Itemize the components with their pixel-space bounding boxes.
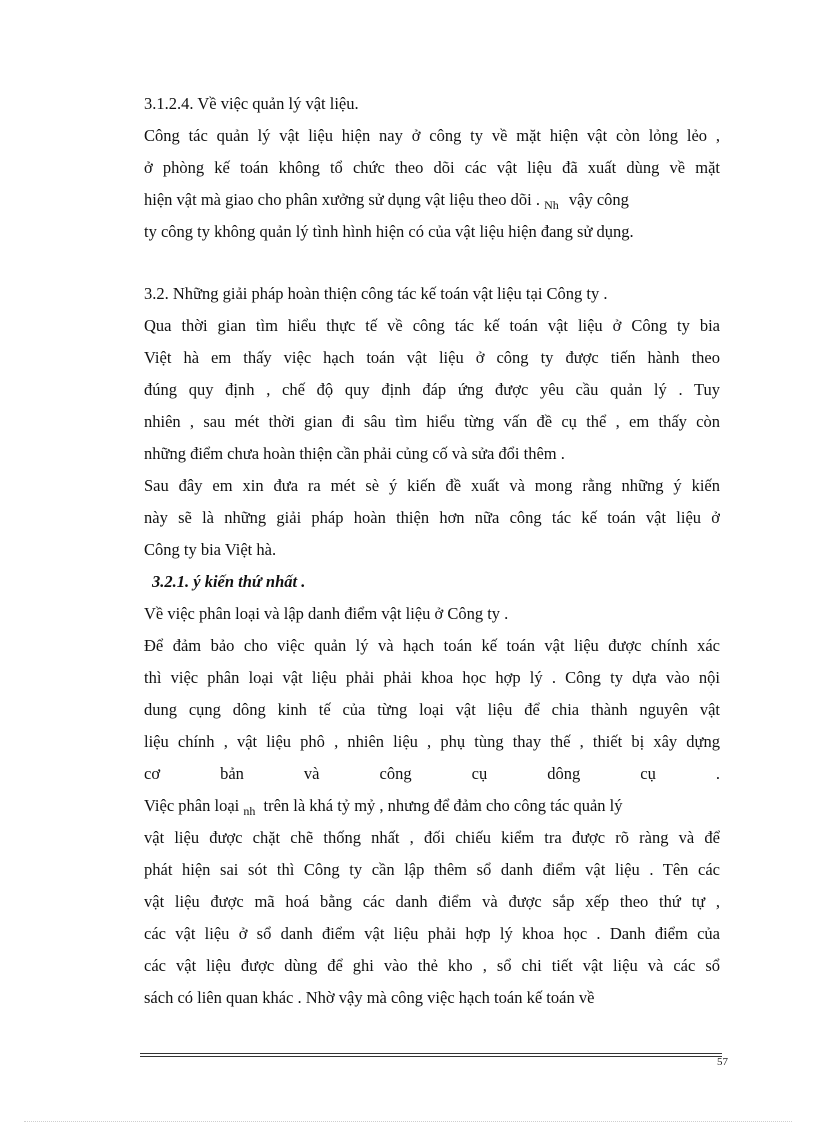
paragraph-line: ở phòng kế toán không tổ chức theo dõi các vật liệu đã xuất dùng về mặt bbox=[144, 158, 720, 177]
paragraph-line: cơ bản và công cụ dông cụ . bbox=[144, 764, 720, 783]
footer-rule-bottom bbox=[140, 1056, 722, 1057]
section-heading: 3.2. Những giải pháp hoàn thiện công tác kế toán vật liệu tại Công ty . bbox=[144, 284, 608, 303]
paragraph-line: những điểm chưa hoàn thiện cần phải củng cố và sửa đổi thêm . bbox=[144, 444, 565, 463]
footer-rule-top bbox=[140, 1053, 722, 1054]
page-edge-dots bbox=[24, 1121, 792, 1122]
paragraph-line: vật liệu được chặt chẽ thống nhất , đối chiếu kiểm tra được rõ ràng và để bbox=[144, 828, 720, 847]
line-text: trên là khá tỷ mỷ , nhưng để đảm cho công tác quản lý bbox=[263, 796, 623, 815]
paragraph-line: nhiên , sau mét thời gian đi sâu tìm hiểu từng vấn đề cụ thể , em thấy còn bbox=[144, 412, 720, 431]
paragraph-line: Về việc phân loại và lập danh điểm vật liệu ở Công ty . bbox=[144, 604, 509, 623]
paragraph-line: Công ty bia Việt hà. bbox=[144, 540, 277, 559]
section-3-1-2-4 bbox=[144, 88, 720, 248]
paragraph-line: Qua thời gian tìm hiểu thực tế về công tác kế toán vật liệu ở Công ty bia bbox=[144, 316, 720, 335]
paragraph-line: các vật liệu được dùng để ghi vào thẻ kho , sổ chi tiết vật liệu và các sổ bbox=[144, 956, 720, 975]
line-text: hiện vật mà giao cho phân xưởng sử dụng vật liệu theo dõi . bbox=[144, 190, 540, 209]
paragraph-line: này sẽ là những giải pháp hoàn thiện hơn nữa công tác kế toán vật liệu ở bbox=[144, 508, 720, 527]
line-text: Việc phân loại bbox=[144, 796, 240, 815]
paragraph-line: đúng quy định , chế độ quy định đáp ứng được yêu cầu quản lý . Tuy bbox=[144, 380, 720, 399]
line-text: vậy công bbox=[568, 190, 629, 209]
paragraph-line: sách có liên quan khác . Nhờ vậy mà công việc hạch toán kế toán về bbox=[144, 988, 595, 1007]
page-number: 57 bbox=[717, 1056, 728, 1068]
paragraph-line: ty công ty không quản lý tình hình hiện có của vật liệu hiện đang sử dụng. bbox=[144, 222, 634, 241]
paragraph-line: liệu chính , vật liệu phô , nhiên liệu , phụ tùng thay thế , thiết bị xây dựng bbox=[144, 732, 720, 751]
paragraph-line bbox=[144, 184, 720, 216]
paragraph-line: vật liệu được mã hoá bằng các danh điểm và được sắp xếp theo thứ tự , bbox=[144, 892, 720, 911]
paragraph-line: thì việc phân loại vật liệu phải phải khoa học hợp lý . Công ty dựa vào nội bbox=[144, 668, 720, 687]
paragraph-line: Để đảm bảo cho việc quản lý và hạch toán kế toán vật liệu được chính xác bbox=[144, 636, 720, 655]
paragraph-line: phát hiện sai sót thì Công ty cần lập thêm sổ danh điểm vật liệu . Tên các bbox=[144, 860, 720, 879]
subsection-heading: 3.2.1. ý kiến thứ nhất . bbox=[152, 572, 306, 591]
paragraph-line: các vật liệu ở sổ danh điểm vật liệu phải hợp lý khoa học . Danh điểm của bbox=[144, 924, 720, 943]
abbrev-text: nh bbox=[243, 804, 256, 818]
paragraph-line: Công tác quản lý vật liệu hiện nay ở công ty về mặt hiện vật còn lỏng lẻo , bbox=[144, 126, 720, 145]
section-3-2 bbox=[144, 278, 720, 1014]
paragraph-line: Sau đây em xin đưa ra mét sè ý kiến đề xuất và mong rằng những ý kiến bbox=[144, 476, 720, 495]
paragraph-line: Việt hà em thấy việc hạch toán vật liệu ở công ty được tiến hành theo bbox=[144, 348, 720, 367]
paragraph-line bbox=[144, 790, 720, 822]
paragraph-line: dung cụng dông kinh tế của từng loại vật liệu để chia thành nguyên vật bbox=[144, 700, 720, 719]
abbrev-text: Nh bbox=[544, 198, 559, 212]
section-heading: 3.1.2.4. Về việc quản lý vật liệu. bbox=[144, 94, 359, 113]
